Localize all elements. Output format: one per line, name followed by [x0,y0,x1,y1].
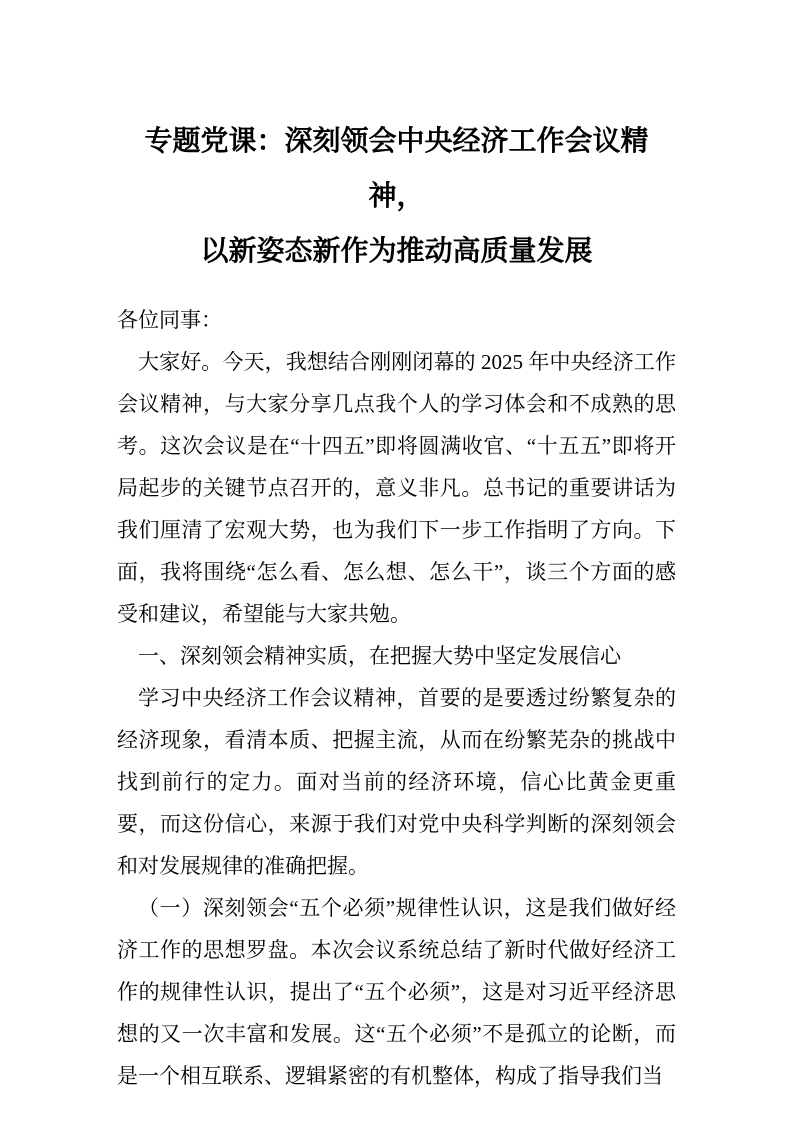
document-title [117,114,676,279]
document-title-line-1: 专题党课：深刻领会中央经济工作会议精神， [144,126,649,212]
paragraph-point-1: （一）深刻领会“五个必须”规律性认识，这是我们做好经济工作的思想罗盘。本次会议系统总结了新时代做好经济工作的规律性认识，提出了“五个必须”，这是对习近平经济思想的又一次丰富和发展。这“五个必须”不是孤立的论断，而是一个相互联系、逻辑紧密的有机整体，构成了指导我们当 [117,896,676,1088]
salutation: 各位同事： [117,308,222,332]
document-title-line-2: 以新姿态新作为推动高质量发展 [200,236,593,267]
section-heading-1: 一、深刻领会精神实质，在把握大势中坚定发展信心 [138,644,621,668]
paragraph-section-1-lead: 学习中央经济工作会议精神，首要的是要透过纷繁复杂的经济现象，看清本质、把握主流，从而在纷繁芜杂的挑战中找到前行的定力。面对当前的经济环境，信心比黄金更重要，而这份信心，来源于我们对党中央科学判断的深刻领会和对发展规律的准确把握。 [117,686,676,878]
document-body [117,299,676,1097]
paragraph-intro: 大家好。今天，我想结合刚刚闭幕的 2025 年中央经济工作会议精神，与大家分享几点我个人的学习体会和不成熟的思考。这次会议是在“十四五”即将圆满收官、“十五五”即将开局起步的关键节点召开的，意义非凡。总书记的重要讲话为我们厘清了宏观大势，也为我们下一步工作指明了方向。下面，我将围绕“怎么看、怎么想、怎么干”，谈三个方面的感受和建议，希望能与大家共勉。 [117,350,676,626]
